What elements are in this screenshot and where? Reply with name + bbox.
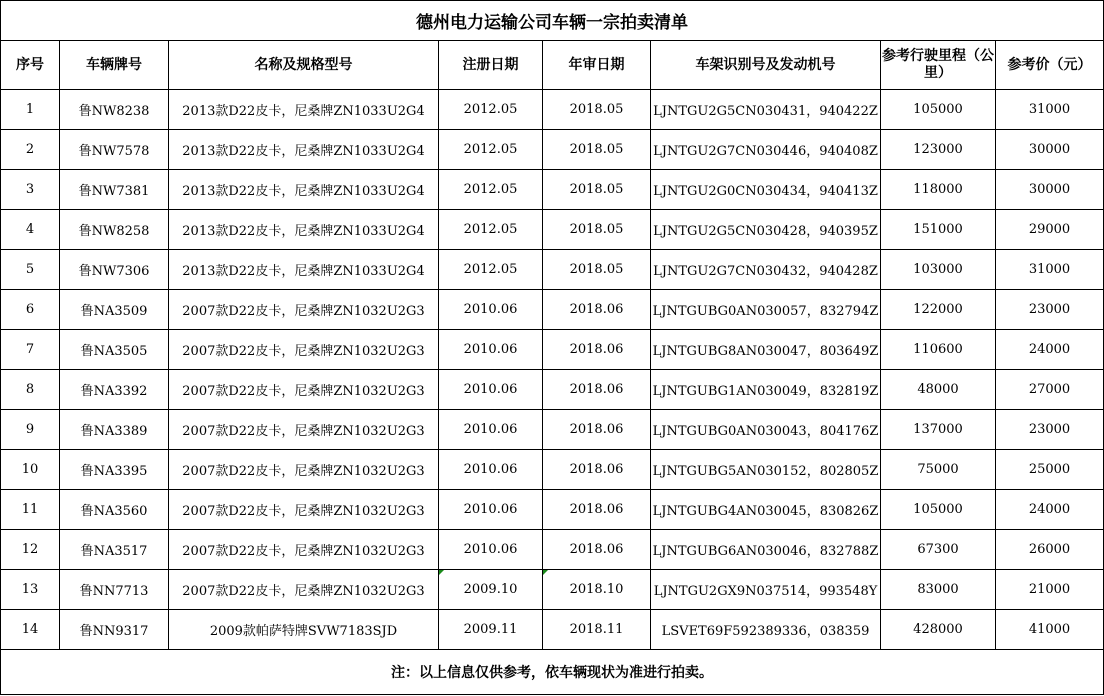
cell-model: 2009款帕萨特牌SVW7183SJD [169,610,439,650]
cell-price: 27000 [996,370,1104,410]
cell-plate: 鲁NA3509 [60,290,169,330]
cell-no: 13 [1,570,60,610]
cell-model: 2007款D22皮卡，尼桑牌ZN1032U2G3 [169,490,439,530]
header-plate: 车辆牌号 [60,41,169,90]
cell-plate: 鲁NW8238 [60,90,169,130]
cell-reg-date: 2012.05 [439,170,543,210]
table-row [1,570,1104,610]
cell-price: 30000 [996,170,1104,210]
cell-inspect-date: 2018.05 [543,170,651,210]
table-row [1,290,1104,330]
cell-price: 30000 [996,130,1104,170]
cell-plate: 鲁NA3392 [60,370,169,410]
cell-mileage: 105000 [881,490,996,530]
cell-no: 10 [1,450,60,490]
table-row [1,410,1104,450]
header-reg-date: 注册日期 [439,41,543,90]
cell-mileage: 122000 [881,290,996,330]
cell-plate: 鲁NW7381 [60,170,169,210]
cell-reg-date: 2010.06 [439,330,543,370]
cell-vin: LSVET69F592389336，038359 [651,610,881,650]
cell-mileage: 123000 [881,130,996,170]
cell-plate: 鲁NA3517 [60,530,169,570]
cell-price: 41000 [996,610,1104,650]
cell-inspect-date: 2018.11 [543,610,651,650]
header-mileage: 参考行驶里程（公里） [881,41,996,90]
cell-mileage: 83000 [881,570,996,610]
cell-inspect-date: 2018.06 [543,290,651,330]
cell-plate: 鲁NA3560 [60,490,169,530]
cell-no: 4 [1,210,60,250]
cell-no: 1 [1,90,60,130]
cell-no: 14 [1,610,60,650]
cell-model: 2007款D22皮卡，尼桑牌ZN1032U2G3 [169,410,439,450]
table-row [1,210,1104,250]
cell-model: 2007款D22皮卡，尼桑牌ZN1032U2G3 [169,290,439,330]
cell-no: 6 [1,290,60,330]
cell-no: 3 [1,170,60,210]
cell-mileage: 103000 [881,250,996,290]
cell-inspect-date: 2018.06 [543,370,651,410]
cell-price: 23000 [996,290,1104,330]
header-model: 名称及规格型号 [169,41,439,90]
header-row [1,41,1104,90]
cell-mileage: 105000 [881,90,996,130]
cell-no: 12 [1,530,60,570]
cell-reg-date: 2009.11 [439,610,543,650]
cell-plate: 鲁NA3389 [60,410,169,450]
header-vin: 车架识别号及发动机号 [651,41,881,90]
cell-vin: LJNTGU2G5CN030428，940395Z [651,210,881,250]
cell-reg-date: 2010.06 [439,530,543,570]
table-row [1,530,1104,570]
cell-inspect-date: 2018.06 [543,450,651,490]
cell-model: 2007款D22皮卡，尼桑牌ZN1032U2G3 [169,330,439,370]
cell-no: 9 [1,410,60,450]
cell-vin: LJNTGU2G5CN030431，940422Z [651,90,881,130]
header-no: 序号 [1,41,60,90]
cell-inspect-date: 2018.06 [543,530,651,570]
cell-price: 24000 [996,330,1104,370]
note-row [1,650,1104,695]
table-row [1,490,1104,530]
table-row [1,130,1104,170]
cell-mileage: 118000 [881,170,996,210]
table-row [1,370,1104,410]
cell-plate: 鲁NN7713 [60,570,169,610]
cell-vin: LJNTGU2G7CN030432，940428Z [651,250,881,290]
cell-reg-date: 2010.06 [439,370,543,410]
header-inspect-date: 年审日期 [543,41,651,90]
table-row [1,90,1104,130]
cell-model: 2013款D22皮卡，尼桑牌ZN1033U2G4 [169,210,439,250]
cell-inspect-date: 2018.06 [543,330,651,370]
cell-reg-date: 2010.06 [439,410,543,450]
cell-price: 26000 [996,530,1104,570]
cell-reg-date: 2010.06 [439,490,543,530]
cell-inspect-date: 2018.05 [543,130,651,170]
cell-mileage: 75000 [881,450,996,490]
cell-model: 2007款D22皮卡，尼桑牌ZN1032U2G3 [169,530,439,570]
table-row [1,250,1104,290]
cell-reg-date: 2012.05 [439,250,543,290]
cell-plate: 鲁NW7306 [60,250,169,290]
cell-no: 11 [1,490,60,530]
cell-price: 25000 [996,450,1104,490]
table-row [1,450,1104,490]
cell-price: 24000 [996,490,1104,530]
cell-mileage: 110600 [881,330,996,370]
table-row [1,170,1104,210]
cell-vin: LJNTGU2GX9N037514，993548Y [651,570,881,610]
cell-mileage: 151000 [881,210,996,250]
table-row [1,610,1104,650]
cell-price: 31000 [996,250,1104,290]
cell-reg-date: 2012.05 [439,90,543,130]
cell-model: 2013款D22皮卡，尼桑牌ZN1033U2G4 [169,90,439,130]
cell-inspect-date: 2018.06 [543,410,651,450]
cell-reg-date: 2012.05 [439,130,543,170]
footnote: 注：以上信息仅供参考，依车辆现状为准进行拍卖。 [1,650,1104,695]
cell-inspect-date: 2018.06 [543,490,651,530]
cell-plate: 鲁NA3395 [60,450,169,490]
cell-vin: LJNTGUBG0AN030057，832794Z [651,290,881,330]
cell-plate: 鲁NA3505 [60,330,169,370]
cell-reg-date: 2010.06 [439,450,543,490]
cell-no: 5 [1,250,60,290]
cell-no: 2 [1,130,60,170]
cell-vin: LJNTGUBG4AN030045，830826Z [651,490,881,530]
cell-price: 23000 [996,410,1104,450]
cell-model: 2007款D22皮卡，尼桑牌ZN1032U2G3 [169,450,439,490]
cell-price: 31000 [996,90,1104,130]
cell-reg-date: 2010.06 [439,290,543,330]
cell-mileage: 48000 [881,370,996,410]
cell-model: 2007款D22皮卡，尼桑牌ZN1032U2G3 [169,370,439,410]
cell-plate: 鲁NW7578 [60,130,169,170]
cell-vin: LJNTGU2G7CN030446，940408Z [651,130,881,170]
cell-vin: LJNTGUBG1AN030049，832819Z [651,370,881,410]
cell-model: 2013款D22皮卡，尼桑牌ZN1033U2G4 [169,250,439,290]
cell-model: 2013款D22皮卡，尼桑牌ZN1033U2G4 [169,130,439,170]
cell-vin: LJNTGUBG5AN030152，802805Z [651,450,881,490]
cell-reg-date: 2009.10 [439,570,543,610]
cell-inspect-date: 2018.05 [543,250,651,290]
table-title: 德州电力运输公司车辆一宗拍卖清单 [1,1,1104,41]
cell-model: 2013款D22皮卡，尼桑牌ZN1033U2G4 [169,170,439,210]
cell-inspect-date: 2018.05 [543,210,651,250]
cell-vin: LJNTGU2G0CN030434，940413Z [651,170,881,210]
cell-no: 8 [1,370,60,410]
cell-mileage: 137000 [881,410,996,450]
cell-mileage: 428000 [881,610,996,650]
cell-price: 21000 [996,570,1104,610]
cell-plate: 鲁NW8258 [60,210,169,250]
cell-vin: LJNTGUBG8AN030047，803649Z [651,330,881,370]
cell-price: 29000 [996,210,1104,250]
header-price: 参考价（元） [996,41,1104,90]
cell-inspect-date: 2018.10 [543,570,651,610]
title-row [1,1,1104,41]
cell-no: 7 [1,330,60,370]
cell-inspect-date: 2018.05 [543,90,651,130]
cell-plate: 鲁NN9317 [60,610,169,650]
cell-model: 2007款D22皮卡，尼桑牌ZN1032U2G3 [169,570,439,610]
cell-reg-date: 2012.05 [439,210,543,250]
cell-vin: LJNTGUBG6AN030046，832788Z [651,530,881,570]
cell-vin: LJNTGUBG0AN030043，804176Z [651,410,881,450]
table-row [1,330,1104,370]
cell-mileage: 67300 [881,530,996,570]
